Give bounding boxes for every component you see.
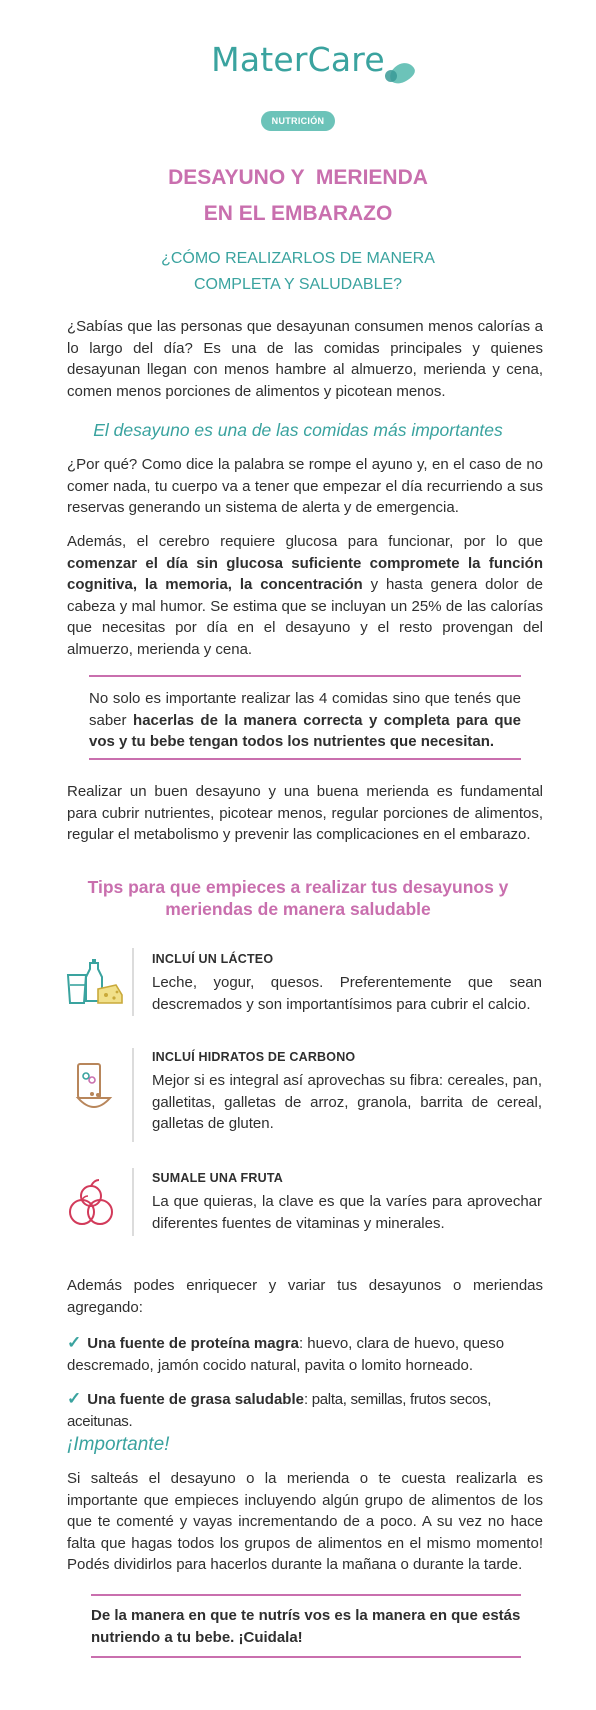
logo-wordmark: MaterCare [211,40,385,79]
tip-body: Leche, yogur, quesos. Preferentemente que sean descremados y son importantísimos para cubrir el calcio. [152,974,542,1013]
check-item-protein [67,1332,543,1376]
important-heading: ¡Importante! [67,1434,170,1455]
why-paragraph: ¿Por qué? Como dice la palabra se rompe el ayuno y, en el caso de no comer nada, tu cuerpo va a tener que empezar el día recurriendo a sus reservas generando un sistema de alerta y de emergencia. [67,456,543,516]
brain-paragraph [67,531,543,660]
callout-text-bold: hacerlas de la manera correcta y completa para que vos y tu bebe tengan todos los nutrientes que necesitan. [89,711,521,750]
closing-bottom-rule [91,1656,521,1658]
tips-title-line-2: meriendas de manera saludable [165,899,431,919]
brain-text-1: Además, el cerebro requiere glucosa para funcionar, por lo que [67,533,543,550]
check-icon: ✓ [67,1389,82,1408]
important-paragraph: Si salteás el desayuno o la merienda o te cuesta realizarla es importante que empieces incluyendo algún grupo de alimentos de los que te comenté y vayas incrementando de a poco. A su vez no hace falta que hagas todos los grupos de alimentos en el mismo momento! Podés dividirlos para hacerlos durante la mañana o durante la tarde. [67,1470,543,1573]
subtitle-line-2: COMPLETA Y SALUDABLE? [193,276,403,293]
tips-title-line-1: Tips para que empieces a realizar tus desayunos y [87,877,509,897]
callout-top-rule [89,675,521,677]
callout-bottom-rule [89,758,521,760]
logo [0,40,596,79]
tip-heading: INCLUÍ HIDRATOS DE CARBONO [152,1050,356,1064]
page-subtitle [0,246,596,298]
dairy-icon [64,955,124,1011]
subtitle-line-1: ¿CÓMO REALIZARLOS DE MANERA [161,250,435,267]
category-badge: NUTRICIÓN [261,111,336,131]
logo-dot-icon [385,70,397,82]
good-breakfast-paragraph: Realizar un buen desayuno y una buena merienda es fundamental para cubrir nutrientes, picotear menos, regular porciones de alimentos, regular el metabolismo y prevenir las complicaciones en el embarazo. [67,783,543,843]
cereal-icon [64,1060,124,1116]
check-icon: ✓ [67,1333,82,1352]
enrich-paragraph: Además podes enriquecer y variar tus desayunos o meriendas agregando: [67,1277,543,1316]
tip-body: La que quieras, la clave es que la varíes para aprovechar diferentes fuentes de vitaminas y minerales. [152,1193,542,1232]
tip-divider [132,1048,134,1142]
brain-text-2: y hasta genera dolor de cabeza y mal humor. Se estima que se incluyan un 25% de las calorías que necesitas por día en el desayuno y el resto provengan del almuerzo, merienda y cena. [67,576,544,658]
tips-title [0,876,596,920]
title-line-2: EN EL EMBARAZO [203,202,393,225]
tip-heading: INCLUÍ UN LÁCTEO [152,952,274,966]
brain-text-bold: comenzar el día sin glucosa suficiente compromete la función cognitiva, la memoria, la concentración [67,554,543,593]
check-item-bold: Una fuente de grasa saludable [87,1391,304,1408]
page-title [0,160,596,232]
tip-divider [132,948,134,1016]
fruit-icon [64,1176,124,1232]
callout-text: No solo es importante realizar las 4 comidas sino que tenés que saber [89,690,521,729]
category-badge-wrap [0,111,596,131]
check-item-text: : huevo, clara de huevo, queso descremado, jamón cocido natural, pavita o lomito horneado. [67,1335,505,1374]
tip-heading: SUMALE UNA FRUTA [152,1171,283,1185]
check-item-text: : palta, semillas, frutos secos, aceitunas. [67,1391,492,1430]
check-item-bold: Una fuente de proteína magra [87,1335,299,1352]
closing-top-rule [91,1594,521,1596]
intro-paragraph: ¿Sabías que las personas que desayunan consumen menos calorías a lo largo del día? Es una de las comidas principales y quienes desayunan llegan con menos hambre al almuerzo, merienda y cena, comen menos porciones de alimentos y picotean menos. [67,318,543,400]
callout-paragraph [89,688,521,753]
tip-divider [132,1168,134,1236]
logo-text [211,40,385,79]
title-line-1: DESAYUNO Y MERIENDA [168,166,428,189]
closing-statement: De la manera en que te nutrís vos es la manera en que estás nutriendo a tu bebe. ¡Cuidala! [91,1607,521,1646]
tip-body: Mejor si es integral así aprovechas su fibra: cereales, pan, galletitas, galletas de arroz, granola, barrita de cereal, galletas de gluten. [152,1072,542,1132]
section-heading: El desayuno es una de las comidas más importantes [93,420,503,440]
check-item-fat [67,1388,543,1432]
